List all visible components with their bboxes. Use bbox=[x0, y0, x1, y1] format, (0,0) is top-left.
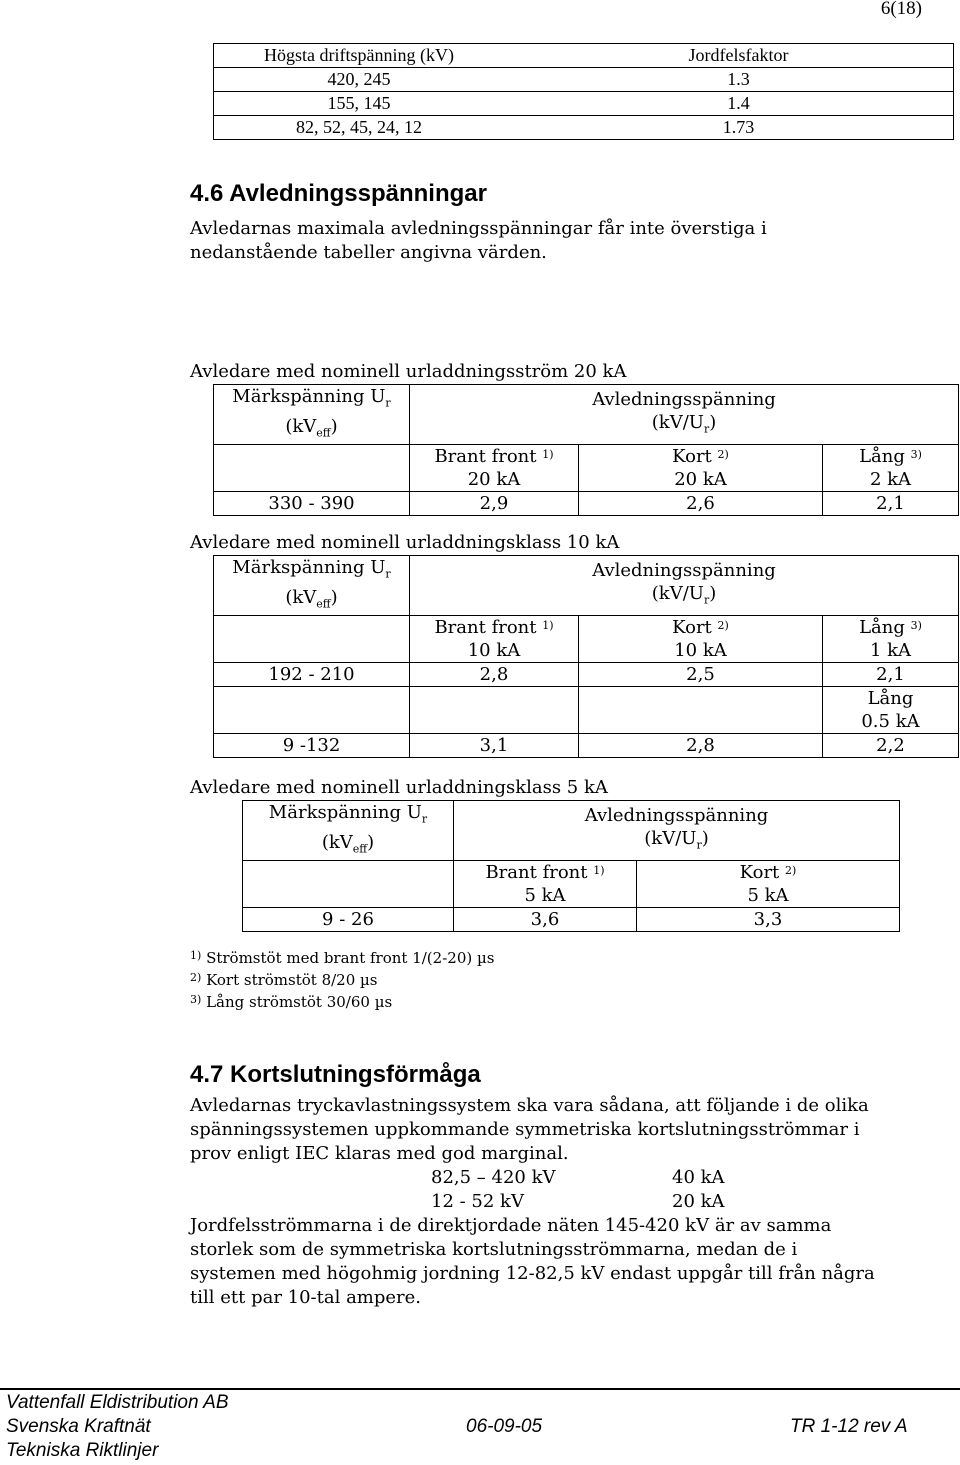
header-text: Brant front bbox=[485, 862, 588, 884]
footnote-mark: 3) bbox=[190, 993, 202, 1006]
section-paragraph bbox=[190, 1094, 869, 1166]
subscript: eff bbox=[352, 842, 368, 856]
section-heading: 4.6 Avledningsspänningar bbox=[190, 180, 487, 207]
value-label: 20 kA bbox=[672, 1191, 725, 1212]
discharge-voltage-table-10ka bbox=[213, 555, 959, 758]
paragraph-line: Avledarnas tryckavlastningssystem ska vara sådana, att följande i de olika bbox=[190, 1095, 869, 1116]
subscript: r bbox=[421, 812, 428, 826]
table-cell: 2,5 bbox=[579, 663, 823, 687]
header-text: 5 kA bbox=[747, 885, 789, 907]
rated-voltage-header bbox=[214, 385, 410, 445]
table-header-row bbox=[214, 556, 959, 616]
paragraph-line: nedanstående tabeller angivna värden. bbox=[190, 242, 547, 263]
table-cell: 2,8 bbox=[579, 734, 823, 758]
long-header bbox=[823, 687, 959, 734]
table-cell: 192 - 210 bbox=[214, 663, 410, 687]
header-text: 2 kA bbox=[869, 469, 912, 491]
header-text: ) bbox=[330, 586, 338, 608]
table-subheader-row bbox=[214, 616, 959, 663]
table-cell: 1.3 bbox=[504, 68, 954, 92]
footnote-ref: 2) bbox=[717, 619, 729, 633]
header-text: Märkspänning U bbox=[232, 557, 386, 578]
table-row bbox=[243, 908, 900, 932]
header-text: ) bbox=[709, 583, 717, 605]
footer-company: Vattenfall Eldistribution AB bbox=[6, 1392, 229, 1413]
header-text: ) bbox=[701, 828, 709, 850]
table-cell: 9 -132 bbox=[214, 734, 410, 758]
footnote-ref: 2) bbox=[785, 864, 797, 878]
paragraph-line: till ett par 10-tal ampere. bbox=[190, 1287, 422, 1308]
footer-doc-type: Tekniska Riktlinjer bbox=[6, 1440, 159, 1461]
value-label: 40 kA bbox=[672, 1167, 725, 1188]
table-cell: 2,1 bbox=[823, 663, 959, 687]
footnote-ref: 1) bbox=[542, 448, 554, 462]
paragraph-line: systemen med högohmig jordning 12-82,5 kV endast uppgår till från några bbox=[190, 1263, 875, 1284]
header-text: Kort bbox=[672, 446, 712, 468]
footer-divider bbox=[0, 1388, 960, 1390]
long-header bbox=[823, 616, 959, 663]
table-cell bbox=[243, 861, 454, 908]
header-text: Lång bbox=[859, 446, 905, 468]
footnote-mark: 1) bbox=[190, 949, 202, 962]
paragraph-line: storlek som de symmetriska kortslutningsströmmarna, medan de i bbox=[190, 1239, 798, 1260]
header-text: 20 kA bbox=[674, 469, 727, 491]
subscript: eff bbox=[316, 426, 331, 440]
footnote-text: Lång strömstöt 30/60 µs bbox=[206, 993, 393, 1011]
header-text: 1 kA bbox=[869, 640, 912, 662]
header-text: 0.5 kA bbox=[861, 711, 920, 733]
paragraph-line: Avledarnas maximala avledningsspänningar får inte överstiga i bbox=[190, 218, 767, 239]
value-label: 12 - 52 kV bbox=[431, 1191, 524, 1212]
header-text: Avledningsspänning bbox=[592, 560, 776, 582]
footnote-ref: 1) bbox=[593, 864, 605, 878]
discharge-voltage-header bbox=[410, 556, 959, 616]
header-text: Brant front bbox=[434, 446, 537, 468]
footnotes bbox=[190, 947, 494, 1013]
header-text: (kV/U bbox=[644, 828, 697, 850]
footnote-ref: 2) bbox=[717, 448, 729, 462]
table-header: Jordfelsfaktor bbox=[504, 44, 954, 68]
section-paragraph bbox=[190, 1214, 875, 1310]
table-cell: 2,2 bbox=[823, 734, 959, 758]
discharge-voltage-table-5ka bbox=[242, 800, 900, 932]
discharge-voltage-header bbox=[410, 385, 959, 445]
table-row bbox=[214, 734, 959, 758]
footer-company: Svenska Kraftnät bbox=[6, 1416, 151, 1437]
discharge-voltage-header bbox=[454, 801, 900, 861]
header-text: Lång bbox=[859, 617, 905, 639]
header-text: ) bbox=[367, 831, 375, 853]
value-label: 82,5 – 420 kV bbox=[431, 1167, 556, 1188]
rated-voltage-header bbox=[214, 556, 410, 616]
steep-front-header bbox=[410, 445, 579, 492]
table-header-row bbox=[214, 385, 959, 445]
table-cell: 2,8 bbox=[410, 663, 579, 687]
rated-voltage-header bbox=[243, 801, 454, 861]
table-subheader-row bbox=[214, 687, 959, 734]
earth-fault-factor-table bbox=[213, 43, 954, 140]
footnote-mark: 2) bbox=[190, 971, 202, 984]
table-cell: 155, 145 bbox=[214, 92, 505, 116]
table-row bbox=[214, 663, 959, 687]
header-text: Avledningsspänning bbox=[592, 389, 776, 411]
steep-front-header bbox=[410, 616, 579, 663]
footer-date: 06-09-05 bbox=[466, 1416, 543, 1437]
table-cell: 3,1 bbox=[410, 734, 579, 758]
subscript: r bbox=[703, 422, 710, 436]
footnote-ref: 3) bbox=[910, 619, 922, 633]
table-row bbox=[214, 116, 954, 140]
footnote-ref: 3) bbox=[910, 448, 922, 462]
table-cell: 1.73 bbox=[504, 116, 954, 140]
header-text: Kort bbox=[739, 862, 780, 884]
header-text: ) bbox=[709, 412, 717, 434]
table-cell: 2,1 bbox=[823, 492, 959, 516]
short-header bbox=[637, 861, 900, 908]
footnote-ref: 1) bbox=[542, 619, 554, 633]
table-subheader-row bbox=[214, 445, 959, 492]
table-cell: 2,9 bbox=[410, 492, 579, 516]
footnote bbox=[190, 991, 494, 1013]
paragraph-line: Jordfelsströmmarna i de direktjordade näten 145-420 kV är av samma bbox=[190, 1215, 832, 1236]
table-title: Avledare med nominell urladdningsklass 10 kA bbox=[190, 532, 620, 553]
table-header-row bbox=[243, 801, 900, 861]
section-paragraph bbox=[190, 217, 767, 265]
paragraph-line: prov enligt IEC klaras med god marginal. bbox=[190, 1143, 569, 1164]
table-header: Högsta driftspänning (kV) bbox=[214, 44, 505, 68]
table-cell bbox=[214, 687, 410, 734]
table-row bbox=[214, 68, 954, 92]
subscript: r bbox=[385, 567, 391, 581]
short-header bbox=[579, 445, 823, 492]
header-text: Lång bbox=[867, 688, 914, 710]
table-cell bbox=[214, 445, 410, 492]
header-text: Brant front bbox=[434, 617, 537, 639]
discharge-voltage-table-20ka bbox=[213, 384, 959, 516]
header-text: (kV/U bbox=[651, 412, 704, 434]
footnote bbox=[190, 969, 494, 991]
subscript: r bbox=[703, 593, 710, 607]
header-text: 10 kA bbox=[467, 640, 521, 662]
steep-front-header bbox=[454, 861, 637, 908]
header-text: 10 kA bbox=[674, 640, 727, 662]
header-text: Avledningsspänning bbox=[584, 805, 769, 827]
subscript: r bbox=[696, 838, 702, 852]
header-text: (kV bbox=[285, 586, 317, 608]
long-header bbox=[823, 445, 959, 492]
table-subheader-row bbox=[243, 861, 900, 908]
section-heading: 4.7 Kortslutningsförmåga bbox=[190, 1061, 481, 1088]
header-text: (kV/U bbox=[651, 583, 704, 605]
table-cell: 2,6 bbox=[579, 492, 823, 516]
table-row bbox=[214, 92, 954, 116]
table-cell bbox=[214, 616, 410, 663]
table-cell bbox=[410, 687, 579, 734]
table-cell: 9 - 26 bbox=[243, 908, 454, 932]
header-text: Märkspänning U bbox=[268, 802, 422, 823]
header-text: ) bbox=[330, 415, 338, 437]
header-text: (kV bbox=[285, 415, 317, 437]
footnote-text: Strömstöt med brant front 1/(2-20) µs bbox=[206, 949, 495, 967]
table-header-row bbox=[214, 44, 954, 68]
short-header bbox=[579, 616, 823, 663]
table-title: Avledare med nominell urladdningsström 20 kA bbox=[190, 361, 627, 382]
table-cell: 420, 245 bbox=[214, 68, 505, 92]
table-cell: 3,6 bbox=[454, 908, 637, 932]
page-number: 6(18) bbox=[880, 0, 922, 19]
footnote-text: Kort strömstöt 8/20 µs bbox=[206, 971, 378, 989]
table-cell: 1.4 bbox=[504, 92, 954, 116]
table-cell: 3,3 bbox=[637, 908, 900, 932]
header-text: Kort bbox=[672, 617, 712, 639]
table-title: Avledare med nominell urladdningsklass 5 kA bbox=[190, 777, 608, 798]
subscript: eff bbox=[316, 597, 331, 611]
header-text: 20 kA bbox=[467, 469, 521, 491]
table-cell: 330 - 390 bbox=[214, 492, 410, 516]
header-text: (kV bbox=[321, 831, 353, 853]
header-text: 5 kA bbox=[524, 885, 566, 907]
table-cell bbox=[579, 687, 823, 734]
table-cell: 82, 52, 45, 24, 12 bbox=[214, 116, 505, 140]
paragraph-line: spänningssystemen uppkommande symmetriska kortslutningsströmmar i bbox=[190, 1119, 860, 1140]
header-text: Märkspänning U bbox=[232, 386, 386, 407]
footer-doc-id: TR 1-12 rev A bbox=[790, 1416, 908, 1437]
footnote bbox=[190, 947, 494, 969]
table-row bbox=[214, 492, 959, 516]
subscript: r bbox=[385, 396, 391, 410]
